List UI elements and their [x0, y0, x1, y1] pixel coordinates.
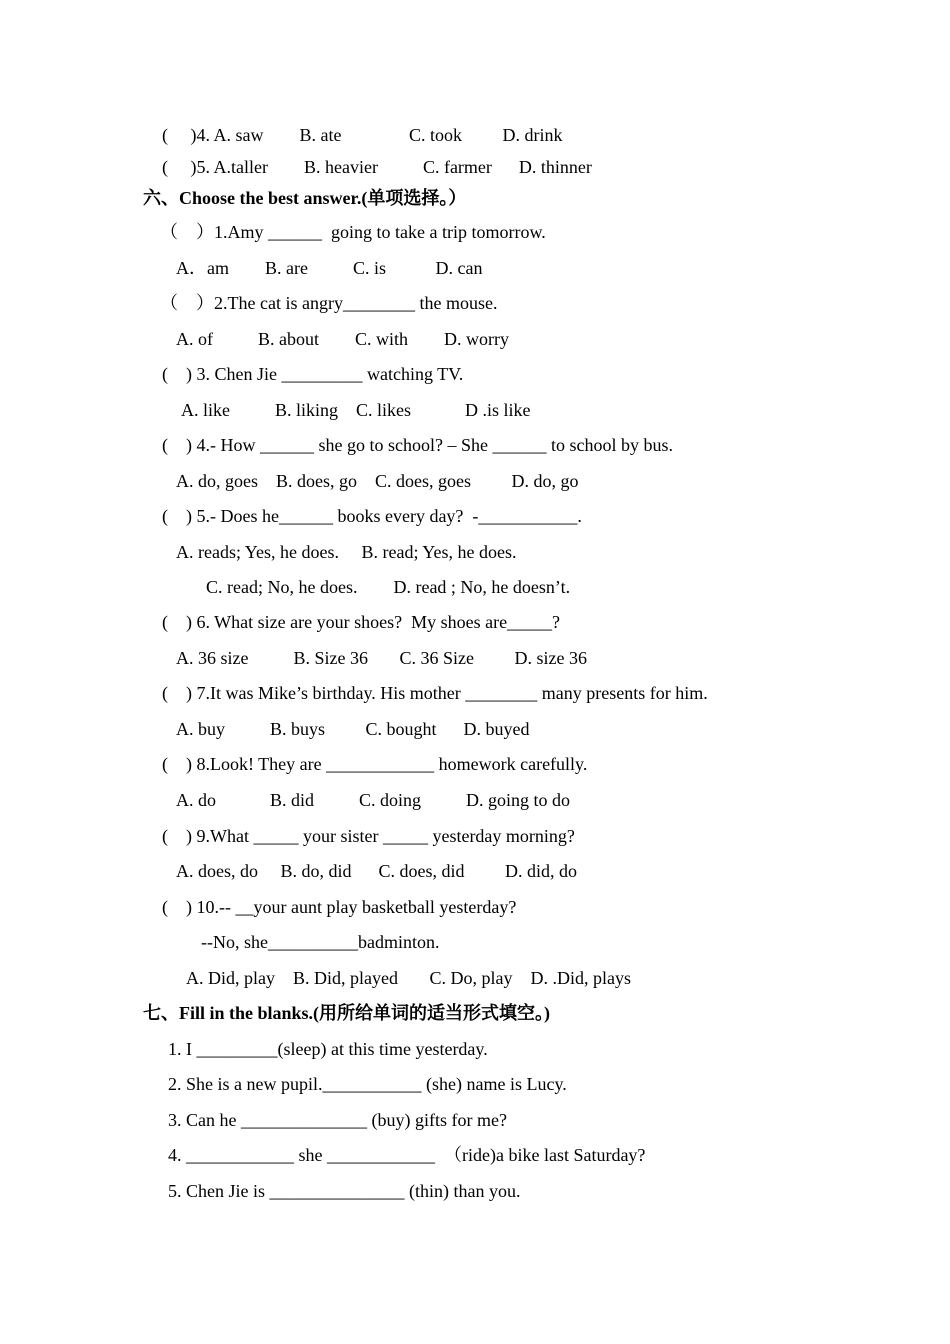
question-line: ( ) 3. Chen Jie _________ watching TV. — [162, 364, 464, 384]
answer-options: A．am B. are C. is D. can — [176, 258, 483, 278]
section-heading: 六、Choose the best answer.(单项选择。） — [143, 188, 467, 208]
question-line: ( )4. A. saw B. ate C. took D. drink — [162, 125, 563, 145]
question-line: ( )5. A.taller B. heavier C. farmer D. thinner — [162, 157, 592, 177]
section-heading: 七、Fill in the blanks.(用所给单词的适当形式填空。) — [143, 1003, 551, 1023]
fill-blank-item: 3. Can he ______________ (buy) gifts for me? — [168, 1110, 507, 1130]
answer-line: --No, she__________badminton. — [201, 932, 440, 952]
answer-options: A. do B. did C. doing D. going to do — [176, 790, 571, 810]
fill-blank-item: 4. ____________ she ____________ （ride)a bike last Saturday? — [168, 1145, 646, 1165]
fill-blank-item: 1. I _________(sleep) at this time yesterday. — [168, 1039, 488, 1059]
fill-blank-item: 2. She is a new pupil.___________ (she) name is Lucy. — [168, 1074, 567, 1094]
answer-options: A. Did, play B. Did, played C. Do, play D. .Did, plays — [186, 968, 631, 988]
question-line: ( ) 4.- How ______ she go to school? – She ______ to school by bus. — [162, 435, 673, 455]
answer-options: A. reads; Yes, he does. B. read; Yes, he does. — [176, 542, 517, 562]
question-line: ( ) 9.What _____ your sister _____ yesterday morning? — [162, 826, 575, 846]
question-line: （ ）2.The cat is angry________ the mouse. — [160, 293, 498, 313]
question-line: ( ) 8.Look! They are ____________ homework carefully. — [162, 754, 588, 774]
answer-options: A. buy B. buys C. bought D. buyed — [176, 719, 530, 739]
answer-options: A. like B. liking C. likes D .is like — [181, 400, 531, 420]
question-line: （ ）1.Amy ______ going to take a trip tomorrow. — [160, 222, 546, 242]
question-line: ( ) 6. What size are your shoes? My shoes are_____? — [162, 612, 561, 632]
answer-options: C. read; No, he does. D. read ; No, he doesn’t. — [206, 577, 571, 597]
question-line: ( ) 10.-- __your aunt play basketball yesterday? — [162, 897, 517, 917]
answer-options: A. 36 size B. Size 36 C. 36 Size D. size 36 — [176, 648, 587, 668]
answer-options: A. does, do B. do, did C. does, did D. did, do — [176, 861, 578, 881]
answer-options: A. of B. about C. with D. worry — [176, 329, 509, 349]
question-line: ( ) 7.It was Mike’s birthday. His mother ________ many presents for him. — [162, 683, 708, 703]
answer-options: A. do, goes B. does, go C. does, goes D. do, go — [176, 471, 579, 491]
question-line: ( ) 5.- Does he______ books every day? -___________. — [162, 506, 582, 526]
fill-blank-item: 5. Chen Jie is _______________ (thin) than you. — [168, 1181, 521, 1201]
